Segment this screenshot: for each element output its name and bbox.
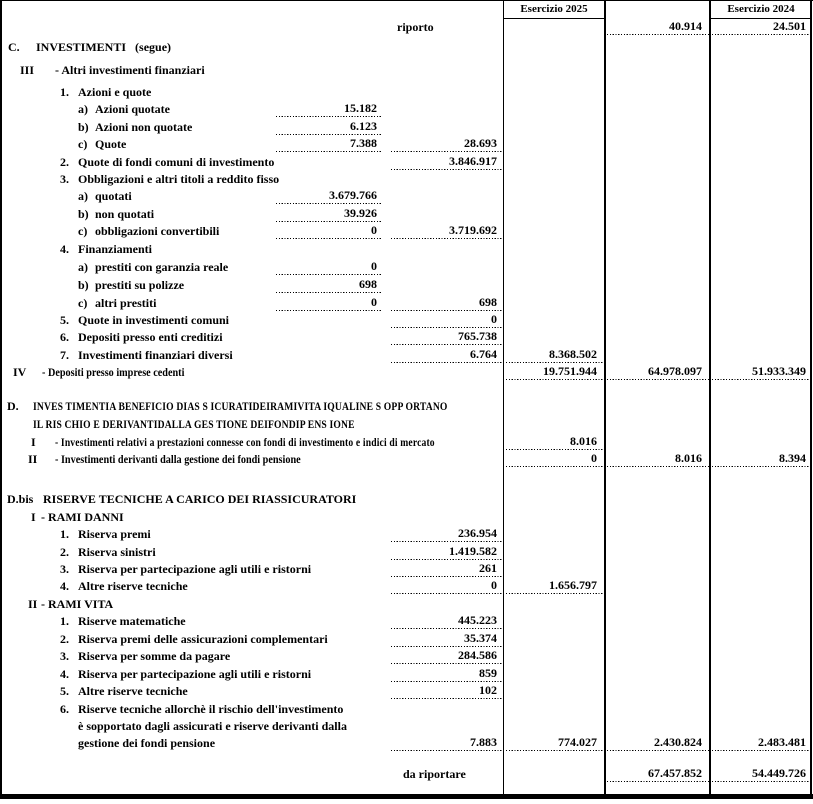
row-item-3-obbligazioni-marker: 3. (60, 172, 69, 186)
row-vita-2-riserva-premi-complementari-label: Riserva premi delle assicurazioni complementari (78, 632, 328, 646)
row-danni-2-riserva-sinistri-marker: 2. (60, 545, 69, 559)
row-vita-6-line3-label: gestione dei fondi pensione (78, 736, 216, 750)
table-bottom-border (0, 794, 813, 799)
row-dbis-rami-danni-marker: I (31, 510, 36, 524)
row-item-4a-prestiti-garanzia-reale-marker: a) (78, 260, 88, 274)
row-item-5-quote-investimenti-comuni-value-sub2: 0 (391, 312, 503, 328)
row-item-7-investimenti-finanziari-diversi-value-sub2: 6.764 (391, 347, 503, 363)
row-section-dbis-marker: D.bis (7, 492, 34, 506)
row-section-d-line2-label: IL RIS CHIO E DERIVANTIDALLA GES TIONE DEIFONDIP ENS IONE (33, 417, 355, 431)
row-vita-3-riserva-somme-da-pagare-value-sub2: 284.586 (391, 648, 503, 664)
row-vita-5-altre-riserve-tecniche-value-sub2: 102 (391, 683, 503, 699)
row-d-ii-investimenti-fondi-pensione-marker: II (28, 452, 38, 466)
row-item-6-depositi-enti-creditizi-marker: 6. (60, 330, 69, 344)
row-danni-2-riserva-sinistri-label: Riserva sinistri (78, 545, 156, 559)
row-riporto-value-B: 40.914 (607, 19, 709, 35)
table-right-border (810, 0, 812, 799)
row-item-4b-prestiti-su-polizze-label: prestiti su polizze (95, 278, 185, 292)
row-item-4a-prestiti-garanzia-reale-label: prestiti con garanzia reale (95, 260, 229, 274)
row-item-3c-obbligazioni-convertibili-marker: c) (78, 224, 88, 238)
row-item-4b-prestiti-su-polizze-marker: b) (78, 278, 89, 292)
row-vita-6-line2-label: è sopportato dagli assicurati e riserve derivanti dalla (78, 719, 347, 733)
row-item-3c-obbligazioni-convertibili-value-sub2: 3.719.692 (391, 223, 503, 239)
row-section-iv-depositi-imprese-cedenti-marker: IV (13, 365, 27, 379)
row-vita-6-line3-value-sub2: 7.883 (391, 735, 503, 751)
row-item-5-quote-investimenti-comuni-marker: 5. (60, 313, 69, 327)
row-danni-4-altre-riserve-tecniche-marker: 4. (60, 579, 69, 593)
row-item-7-investimenti-finanziari-diversi-marker: 7. (60, 348, 69, 362)
row-section-iv-depositi-imprese-cedenti-value-B: 64.978.097 (607, 364, 709, 380)
row-item-1c-quote-value-sub1: 7.388 (276, 136, 382, 152)
row-item-3a-quotati-marker: a) (78, 189, 88, 203)
row-item-3c-obbligazioni-convertibili-value-sub1: 0 (276, 223, 382, 239)
row-item-1c-quote-marker: c) (78, 137, 88, 151)
row-section-iv-depositi-imprese-cedenti-value-A: 19.751.944 (506, 364, 604, 380)
row-vita-3-riserva-somme-da-pagare-marker: 3. (60, 649, 69, 663)
row-vita-6-line3-value-A: 774.027 (506, 735, 604, 751)
row-item-5-quote-investimenti-comuni-label: Quote in investimenti comuni (78, 313, 230, 327)
row-danni-3-riserva-partecipazione-label: Riserva per partecipazione agli utili e ristorni (78, 562, 312, 576)
row-item-1b-azioni-non-quotate-label: Azioni non quotate (95, 120, 193, 134)
row-vita-1-riserve-matematiche-value-sub2: 445.223 (391, 613, 503, 629)
row-item-1b-azioni-non-quotate-value-sub1: 6.123 (276, 119, 382, 135)
row-vita-1-riserve-matematiche-marker: 1. (60, 614, 69, 628)
row-item-2-quote-fondi-comuni-marker: 2. (60, 155, 69, 169)
column-divider-2025-totals (604, 0, 606, 794)
row-d-i-investimenti-fondi-mercato-value-A: 8.016 (506, 434, 604, 450)
row-section-iv-depositi-imprese-cedenti-label: - Depositi presso imprese cedenti (42, 365, 185, 379)
row-vita-6-line3-value-B: 2.430.824 (607, 735, 709, 751)
row-danni-3-riserva-partecipazione-value-sub2: 261 (391, 561, 503, 577)
row-item-4a-prestiti-garanzia-reale-value-sub1: 0 (276, 259, 382, 275)
row-danni-1-riserva-premi-value-sub2: 236.954 (391, 526, 503, 542)
row-danni-1-riserva-premi-label: Riserva premi (78, 527, 151, 541)
row-da-riportare-value-B: 67.457.852 (607, 766, 709, 782)
row-d-ii-investimenti-fondi-pensione-value-C: 8.394 (712, 451, 811, 467)
row-item-1a-azioni-quotate-marker: a) (78, 102, 88, 116)
row-section-iv-depositi-imprese-cedenti-value-C: 51.933.349 (712, 364, 811, 380)
column-header-esercizio-2025: Esercizio 2025 (520, 3, 588, 15)
row-section-iii-label: - Altri investimenti finanziari (55, 63, 205, 77)
row-d-i-investimenti-fondi-mercato-marker: I (31, 435, 36, 449)
row-item-7-investimenti-finanziari-diversi-value-A: 8.368.502 (506, 347, 604, 363)
row-vita-2-riserva-premi-complementari-value-sub2: 35.374 (391, 631, 503, 647)
row-vita-6-line3-value-C: 2.483.481 (712, 735, 811, 751)
column-divider-body-2025 (503, 0, 504, 794)
row-danni-4-altre-riserve-tecniche-value-sub2: 0 (391, 578, 503, 594)
row-item-4b-prestiti-su-polizze-value-sub1: 698 (276, 277, 382, 293)
row-vita-4-riserva-partecipazione-marker: 4. (60, 667, 69, 681)
row-item-3a-quotati-value-sub1: 3.679.766 (276, 188, 382, 204)
row-danni-4-altre-riserve-tecniche-label: Altre riserve tecniche (78, 579, 188, 593)
table-top-border (0, 0, 813, 1)
row-item-4c-altri-prestiti-value-sub2: 698 (391, 295, 503, 311)
row-section-d-line1-label: INVES TIMENTIA BENEFICIO DIAS S ICURATIDEIRAMIVITA IQUALINE S OPP ORTANO (33, 399, 448, 413)
row-item-1c-quote-label: Quote (95, 137, 127, 151)
row-item-1a-azioni-quotate-label: Azioni quotate (95, 102, 170, 116)
row-vita-2-riserva-premi-complementari-marker: 2. (60, 632, 69, 646)
row-item-3b-non-quotati-marker: b) (78, 207, 89, 221)
row-item-1-azioni-e-quote-marker: 1. (60, 85, 69, 99)
row-item-1b-azioni-non-quotate-marker: b) (78, 120, 89, 134)
row-vita-6-line1-label: Riserve tecniche allorchè il rischio dell'investimento (78, 702, 344, 716)
row-item-6-depositi-enti-creditizi-value-sub2: 765.738 (391, 329, 503, 345)
row-vita-6-line1-marker: 6. (60, 702, 69, 716)
row-item-7-investimenti-finanziari-diversi-label: Investimenti finanziari diversi (78, 348, 233, 362)
row-d-ii-investimenti-fondi-pensione-value-A: 0 (506, 451, 604, 467)
row-item-2-quote-fondi-comuni-value-sub2: 3.846.917 (391, 154, 503, 170)
row-item-4c-altri-prestiti-marker: c) (78, 296, 88, 310)
row-vita-5-altre-riserve-tecniche-label: Altre riserve tecniche (78, 684, 188, 698)
row-vita-1-riserve-matematiche-label: Riserve matematiche (78, 614, 186, 628)
row-dbis-rami-danni-label: - RAMI DANNI (41, 510, 124, 524)
row-dbis-rami-vita-label: - RAMI VITA (41, 597, 114, 611)
row-item-1c-quote-value-sub2: 28.693 (391, 136, 503, 152)
row-dbis-rami-vita-marker: II (28, 597, 38, 611)
row-vita-5-altre-riserve-tecniche-marker: 5. (60, 684, 69, 698)
column-divider-totals-2024 (709, 0, 711, 794)
row-item-3c-obbligazioni-convertibili-label: obbligazioni convertibili (95, 224, 220, 238)
row-item-1a-azioni-quotate-value-sub1: 15.182 (276, 101, 382, 117)
row-danni-1-riserva-premi-marker: 1. (60, 527, 69, 541)
row-item-4-finanziamenti-marker: 4. (60, 242, 69, 256)
row-section-iii-marker: III (20, 63, 35, 77)
row-d-ii-investimenti-fondi-pensione-value-B: 8.016 (607, 451, 709, 467)
row-vita-3-riserva-somme-da-pagare-label: Riserva per somme da pagare (78, 649, 231, 663)
row-item-3-obbligazioni-label: Obbligazioni e altri titoli a reddito fisso (78, 172, 280, 186)
row-section-c-marker: C. (8, 40, 20, 54)
row-danni-3-riserva-partecipazione-marker: 3. (60, 562, 69, 576)
row-vita-4-riserva-partecipazione-value-sub2: 859 (391, 666, 503, 682)
row-danni-2-riserva-sinistri-value-sub2: 1.419.582 (391, 544, 503, 560)
row-item-1-azioni-e-quote-label: Azioni e quote (78, 85, 152, 99)
row-item-3b-non-quotati-label: non quotati (95, 207, 155, 221)
row-section-c-label: INVESTIMENTI (segue) (36, 40, 172, 54)
row-da-riportare-label: da riportare (403, 767, 466, 781)
row-d-ii-investimenti-fondi-pensione-label: - Investimenti derivanti dalla gestione dei fondi pensione (55, 452, 301, 466)
row-d-i-investimenti-fondi-mercato-label: - Investimenti relativi a prestazioni connesse con fondi di investimento e indici di mercato (55, 435, 435, 449)
table-left-border (0, 0, 2, 799)
row-danni-4-altre-riserve-tecniche-value-A: 1.656.797 (506, 578, 604, 594)
row-item-2-quote-fondi-comuni-label: Quote di fondi comuni di investimento (78, 155, 275, 169)
row-vita-4-riserva-partecipazione-label: Riserva per partecipazione agli utili e ristorni (78, 667, 312, 681)
row-item-4c-altri-prestiti-value-sub1: 0 (276, 295, 382, 311)
row-riporto-value-C: 24.501 (712, 19, 811, 35)
column-header-esercizio-2024: Esercizio 2024 (727, 3, 795, 15)
row-section-dbis-label: RISERVE TECNICHE A CARICO DEI RIASSICURATORI (43, 492, 357, 506)
row-section-d-line1-marker: D. (7, 399, 19, 413)
row-item-4-finanziamenti-label: Finanziamenti (78, 242, 152, 256)
row-da-riportare-value-C: 54.449.726 (712, 766, 811, 782)
row-item-3b-non-quotati-value-sub1: 39.926 (276, 206, 382, 222)
row-item-6-depositi-enti-creditizi-label: Depositi presso enti creditizi (78, 330, 223, 344)
header-underline-2025 (503, 18, 605, 19)
row-riporto-label: riporto (397, 20, 434, 34)
row-item-3a-quotati-label: quotati (95, 189, 132, 203)
row-item-4c-altri-prestiti-label: altri prestiti (95, 296, 157, 310)
